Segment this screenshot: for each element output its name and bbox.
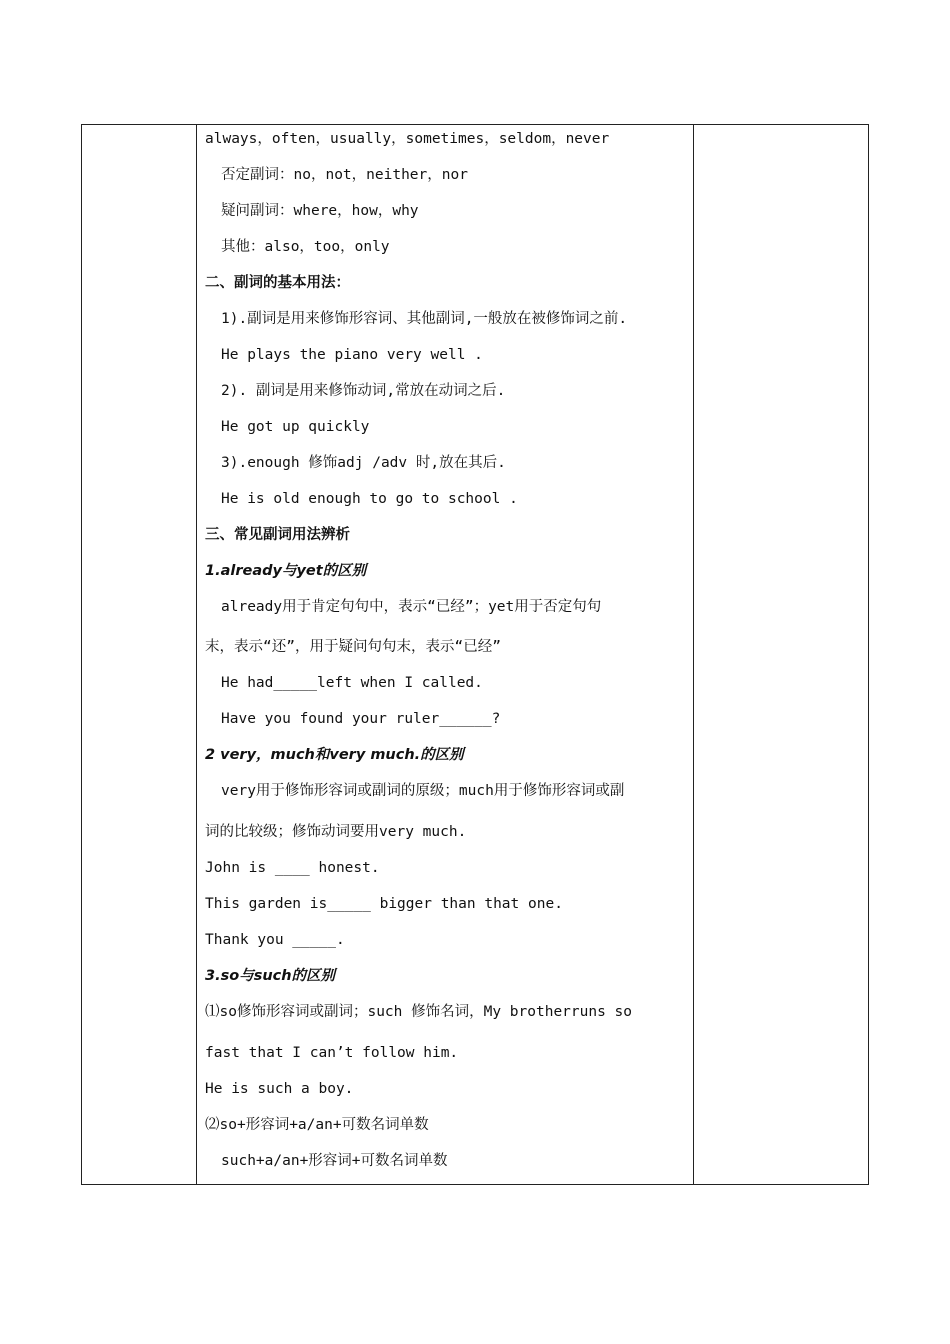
adverb-frequency-list: always，often，usually，sometimes，seldom，never xyxy=(205,131,610,147)
very-much-example-2: This garden is_____ bigger than that one. xyxy=(205,896,563,912)
lesson-table xyxy=(81,124,869,1185)
left-column xyxy=(82,125,197,1184)
usage-2: 2). 副词是用来修饰动词,常放在动词之后. xyxy=(221,383,506,399)
section-heading-2: 二、副词的基本用法： xyxy=(205,275,350,291)
usage-2-example: He got up quickly xyxy=(221,419,370,435)
usage-1-example: He plays the piano very well . xyxy=(221,347,483,363)
very-much-example-1: John is ____ honest. xyxy=(205,860,380,876)
section-heading-3: 三、常见副词用法辨析 xyxy=(205,527,350,543)
content-column xyxy=(197,125,694,1184)
other-adverbs: 其他：also，too，only xyxy=(221,239,390,255)
usage-3: 3).enough 修饰adj /adv 时,放在其后. xyxy=(221,455,506,471)
already-yet-text-1: already用于肯定句句中，表示“已经”；yet用于否定句句 xyxy=(221,599,602,615)
interrogative-adverbs: 疑问副词：where，how，why xyxy=(221,203,419,219)
usage-3-example: He is old enough to go to school . xyxy=(221,491,518,507)
so-such-example: He is such a boy. xyxy=(205,1081,354,1097)
so-such-text-2: fast that I can’t follow him. xyxy=(205,1045,459,1061)
right-column xyxy=(693,125,868,1184)
already-yet-example-2: Have you found your ruler______? xyxy=(221,711,501,727)
usage-1: 1).副词是用来修饰形容词、其他副词,一般放在被修饰词之前. xyxy=(221,311,628,327)
already-yet-example-1: He had_____left when I called. xyxy=(221,675,483,691)
so-such-text-1: ⑴so修饰形容词或副词；such 修饰名词，My brotherruns so xyxy=(205,1004,633,1020)
negative-adverbs: 否定副词：no，not，neither，nor xyxy=(221,167,468,183)
so-such-pattern-1: ⑵so+形容词+a/an+可数名词单数 xyxy=(205,1117,429,1133)
already-yet-text-2: 末，表示“还”，用于疑问句句末，表示“已经” xyxy=(205,639,501,655)
subheading-so-such: 3.so与such的区别 xyxy=(205,968,336,984)
subheading-already-yet: 1.already与yet的区别 xyxy=(205,563,367,579)
very-much-text-2: 词的比较级；修饰动词要用very much. xyxy=(205,824,467,840)
so-such-pattern-2: such+a/an+形容词+可数名词单数 xyxy=(221,1153,448,1169)
very-much-text-1: very用于修饰形容词或副词的原级；much用于修饰形容词或副 xyxy=(221,783,625,799)
subheading-very-much: 2 very，much和very much.的区别 xyxy=(205,747,464,763)
very-much-example-3: Thank you _____. xyxy=(205,932,345,948)
